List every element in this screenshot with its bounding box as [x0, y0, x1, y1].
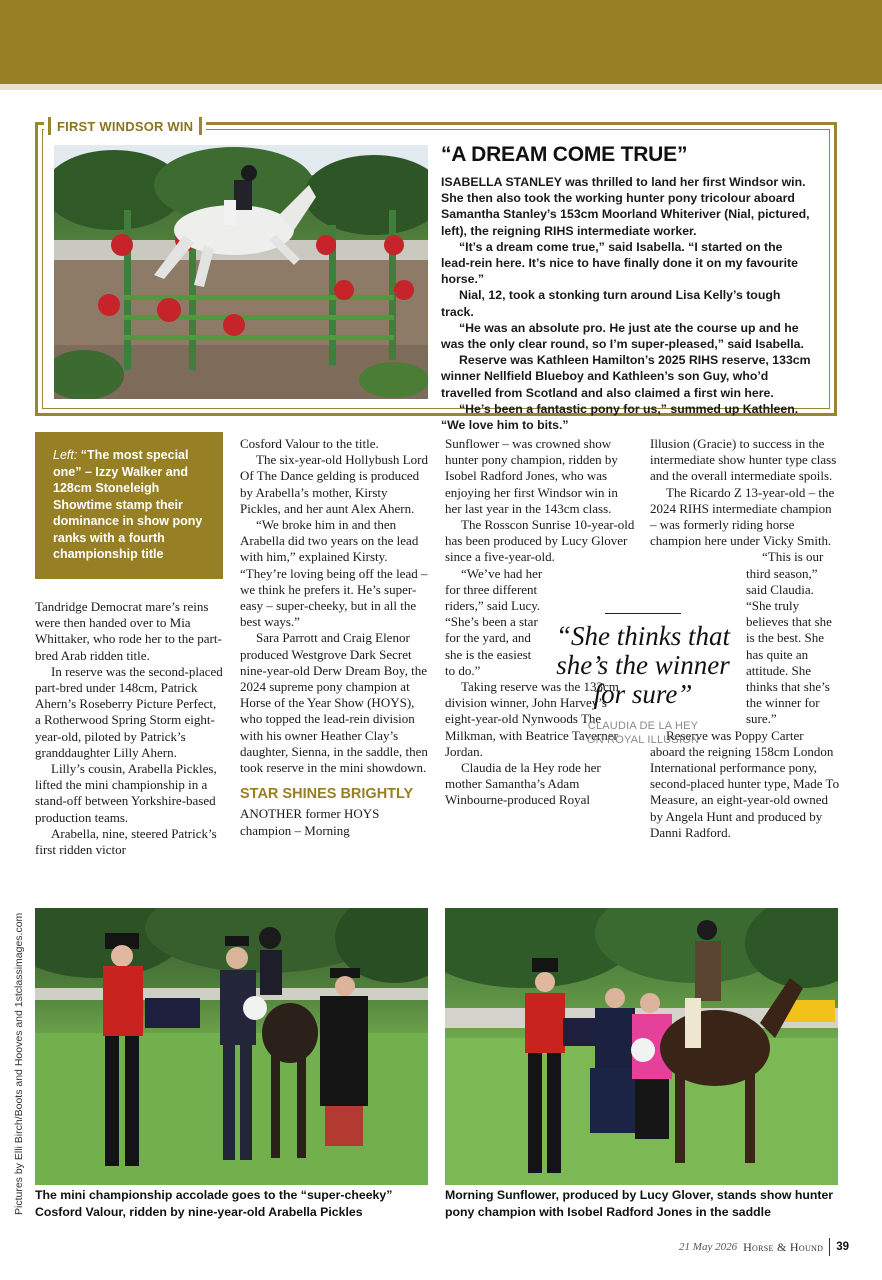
feature-paragraph: “He’s been a fantastic pony for us,” summed up Kathleen. “We love him to bits.” [441, 401, 799, 433]
kicker-bar-left [48, 117, 51, 135]
pull-quote-name: CLAUDIA DE LA HEY [587, 720, 699, 732]
show-hunter-pony-photo [445, 908, 838, 1185]
body-paragraph: Reserve was Poppy Carter aboard the reigning 158cm London International performance pony, second-placed hunter type, Made To Measure, an eight-year-old owned by Angela Hunt and produced by Danni Radford. [650, 727, 840, 840]
photo-caption-left: The mini championship accolade goes to the “super-cheeky” Cosford Valour, ridden by nine-year-old Arabella Pickles [35, 1188, 393, 1219]
feature-paragraph: “He was an absolute pro. He just ate the course up and he was the only clear round, so I’m super-pleased,” said Isabella. [441, 320, 804, 352]
body-paragraph: The six-year-old Hollybush Lord Of The Dance gelding is produced by Arabella’s mother, Kirsty Pickles, and her aunt Alex Ahern. [240, 452, 428, 516]
photo-credit: Pictures by Elli Birch/Boots and Hooves and 1stclassimages.com [13, 912, 25, 1215]
mini-championship-photo [35, 908, 428, 1185]
body-column-2 [240, 436, 430, 839]
body-paragraph: Lilly’s cousin, Arabella Pickles, lifted the mini championship in a stand-off between Yorkshire-based production teams. [35, 761, 217, 825]
pull-quote-detail: ON ROYAL ILLUSION [586, 734, 700, 746]
caption-lead: Left: [53, 448, 81, 462]
body-paragraph: Sara Parrott and Craig Elenor produced Westgrove Dark Secret nine-year-old Derw Dream Boy, the 2024 supreme pony champion at Horse of the Year Show (HOYS), who topped the lead-rein division with his owner Heather Clay’s daughter, Sienna, in the saddle, then took reserve in the mini showdown. [240, 630, 428, 776]
issue-date: 21 May 2026 [679, 1241, 738, 1253]
feature-paragraph: Reserve was Kathleen Hamilton’s 2025 RIHS reserve, 133cm winner Nellfield Blueboy and Kathleen’s son Guy, who’d travelled from Scotland and also claimed a first win here. [441, 353, 811, 400]
body-paragraph: “We’ve had her for three different riders,” said Lucy. “She’s been a star for the yard, and she is the easiest to do.” [445, 565, 543, 678]
body-paragraph: Cosford Valour to the title. [240, 436, 379, 451]
magazine-name: Horse & Hound [743, 1239, 824, 1254]
pull-quote-text: “She thinks that she’s the winner for sure” [556, 621, 730, 709]
body-paragraph: Sunflower – was crowned show hunter pony champion, ridden by Isobel Radford Jones, who was enjoying her first Windsor win in her last year in the 143cm class. [445, 436, 618, 516]
feature-body [441, 174, 811, 433]
photo-caption-block [35, 432, 223, 579]
section-subhead: STAR SHINES BRIGHTLY [240, 786, 414, 803]
body-paragraph: Tandridge Democrat mare’s reins were then handed over to Mia Whittaker, who rode her to the part-bred Arab ridden title. [35, 599, 222, 663]
kicker-label [44, 116, 206, 136]
kicker-bar-right [199, 117, 202, 135]
page-footer [679, 1238, 849, 1256]
body-paragraph: In reserve was the second-placed part-bred under 148cm, Patrick Ahern’s Roseberry Picture Perfect, a Rotherwood Spring Storm eight-year-old, piloted by Patrick’s granddaughter Lilly Ahern. [35, 663, 223, 760]
pull-quote-rule [605, 613, 681, 614]
body-paragraph: The Ricardo Z 13-year-old – the 2024 RIHS intermediate champion – was formerly riding horse champion here under Vicky Smith. [650, 484, 835, 549]
feature-paragraph: ISABELLA STANLEY was thrilled to land her first Windsor win. She then also took the working hunter pony tricolour aboard Samantha Stanley’s 153cm Moorland Whiteriver (Nial, pictured, left), the reigning RIHS intermediate worker. [441, 175, 810, 238]
body-paragraph: Arabella, nine, steered Patrick’s first ridden victor [35, 825, 217, 858]
body-paragraph: The Rosscon Sunrise 10-year-old has been produced by Lucy Glover since a five-year-old. [445, 517, 635, 565]
body-column-1 [35, 599, 223, 858]
feature-headline: “A DREAM COME TRUE” [441, 143, 688, 166]
kicker-text: FIRST WINDSOR WIN [57, 118, 194, 134]
top-banner-rule [0, 84, 882, 90]
feature-paragraph: “It’s a dream come true,” said Isabella. “I started on the lead-rein here. It’s nice to have finally done it on my favourite horse.” [441, 239, 798, 287]
top-banner [0, 0, 882, 84]
footer-divider [829, 1238, 830, 1256]
body-paragraph: “We broke him in and then Arabella did two years on the lead with him,” explained Kirsty. “They’re loving being off the lead – we think he prefers it. He’s super-easy – super-cheeky, but in all the best ways.” [240, 517, 428, 630]
photo-caption-right: Morning Sunflower, produced by Lucy Glover, stands show hunter pony champion with Isobel Radford Jones in the saddle [445, 1188, 834, 1219]
caption-text: “The most special one” – Izzy Walker and 128cm Stoneleigh Showtime stamp their dominance in show pony ranks with a fourth championship title [53, 448, 203, 561]
body-paragraph: ANOTHER former HOYS champion – Morning [240, 806, 380, 838]
pull-quote-attribution [550, 719, 736, 747]
body-paragraph: Taking reserve was the 133cm division winner, John Harvey’s eight-year-old Nynwoods The Milkman, with Beatrice Taverner Jordan. [445, 679, 619, 759]
showjumping-photo [54, 145, 428, 399]
page-number: 39 [836, 1241, 849, 1253]
body-paragraph: Illusion (Gracie) to success in the intermediate show hunter type class and the overall intermediate spoils. [650, 436, 837, 484]
body-paragraph: Claudia de la Hey rode her mother Samantha’s Adam Winbourne-produced Royal [445, 760, 601, 808]
feature-paragraph: Nial, 12, took a stonking turn around Lisa Kelly’s tough track. [441, 288, 781, 319]
body-paragraph: “This is our third season,” said Claudia. “She truly believes that she is the best. She has quite an attitude. She thinks that she’s the winner for sure.” [746, 549, 832, 727]
pull-quote [550, 613, 736, 747]
